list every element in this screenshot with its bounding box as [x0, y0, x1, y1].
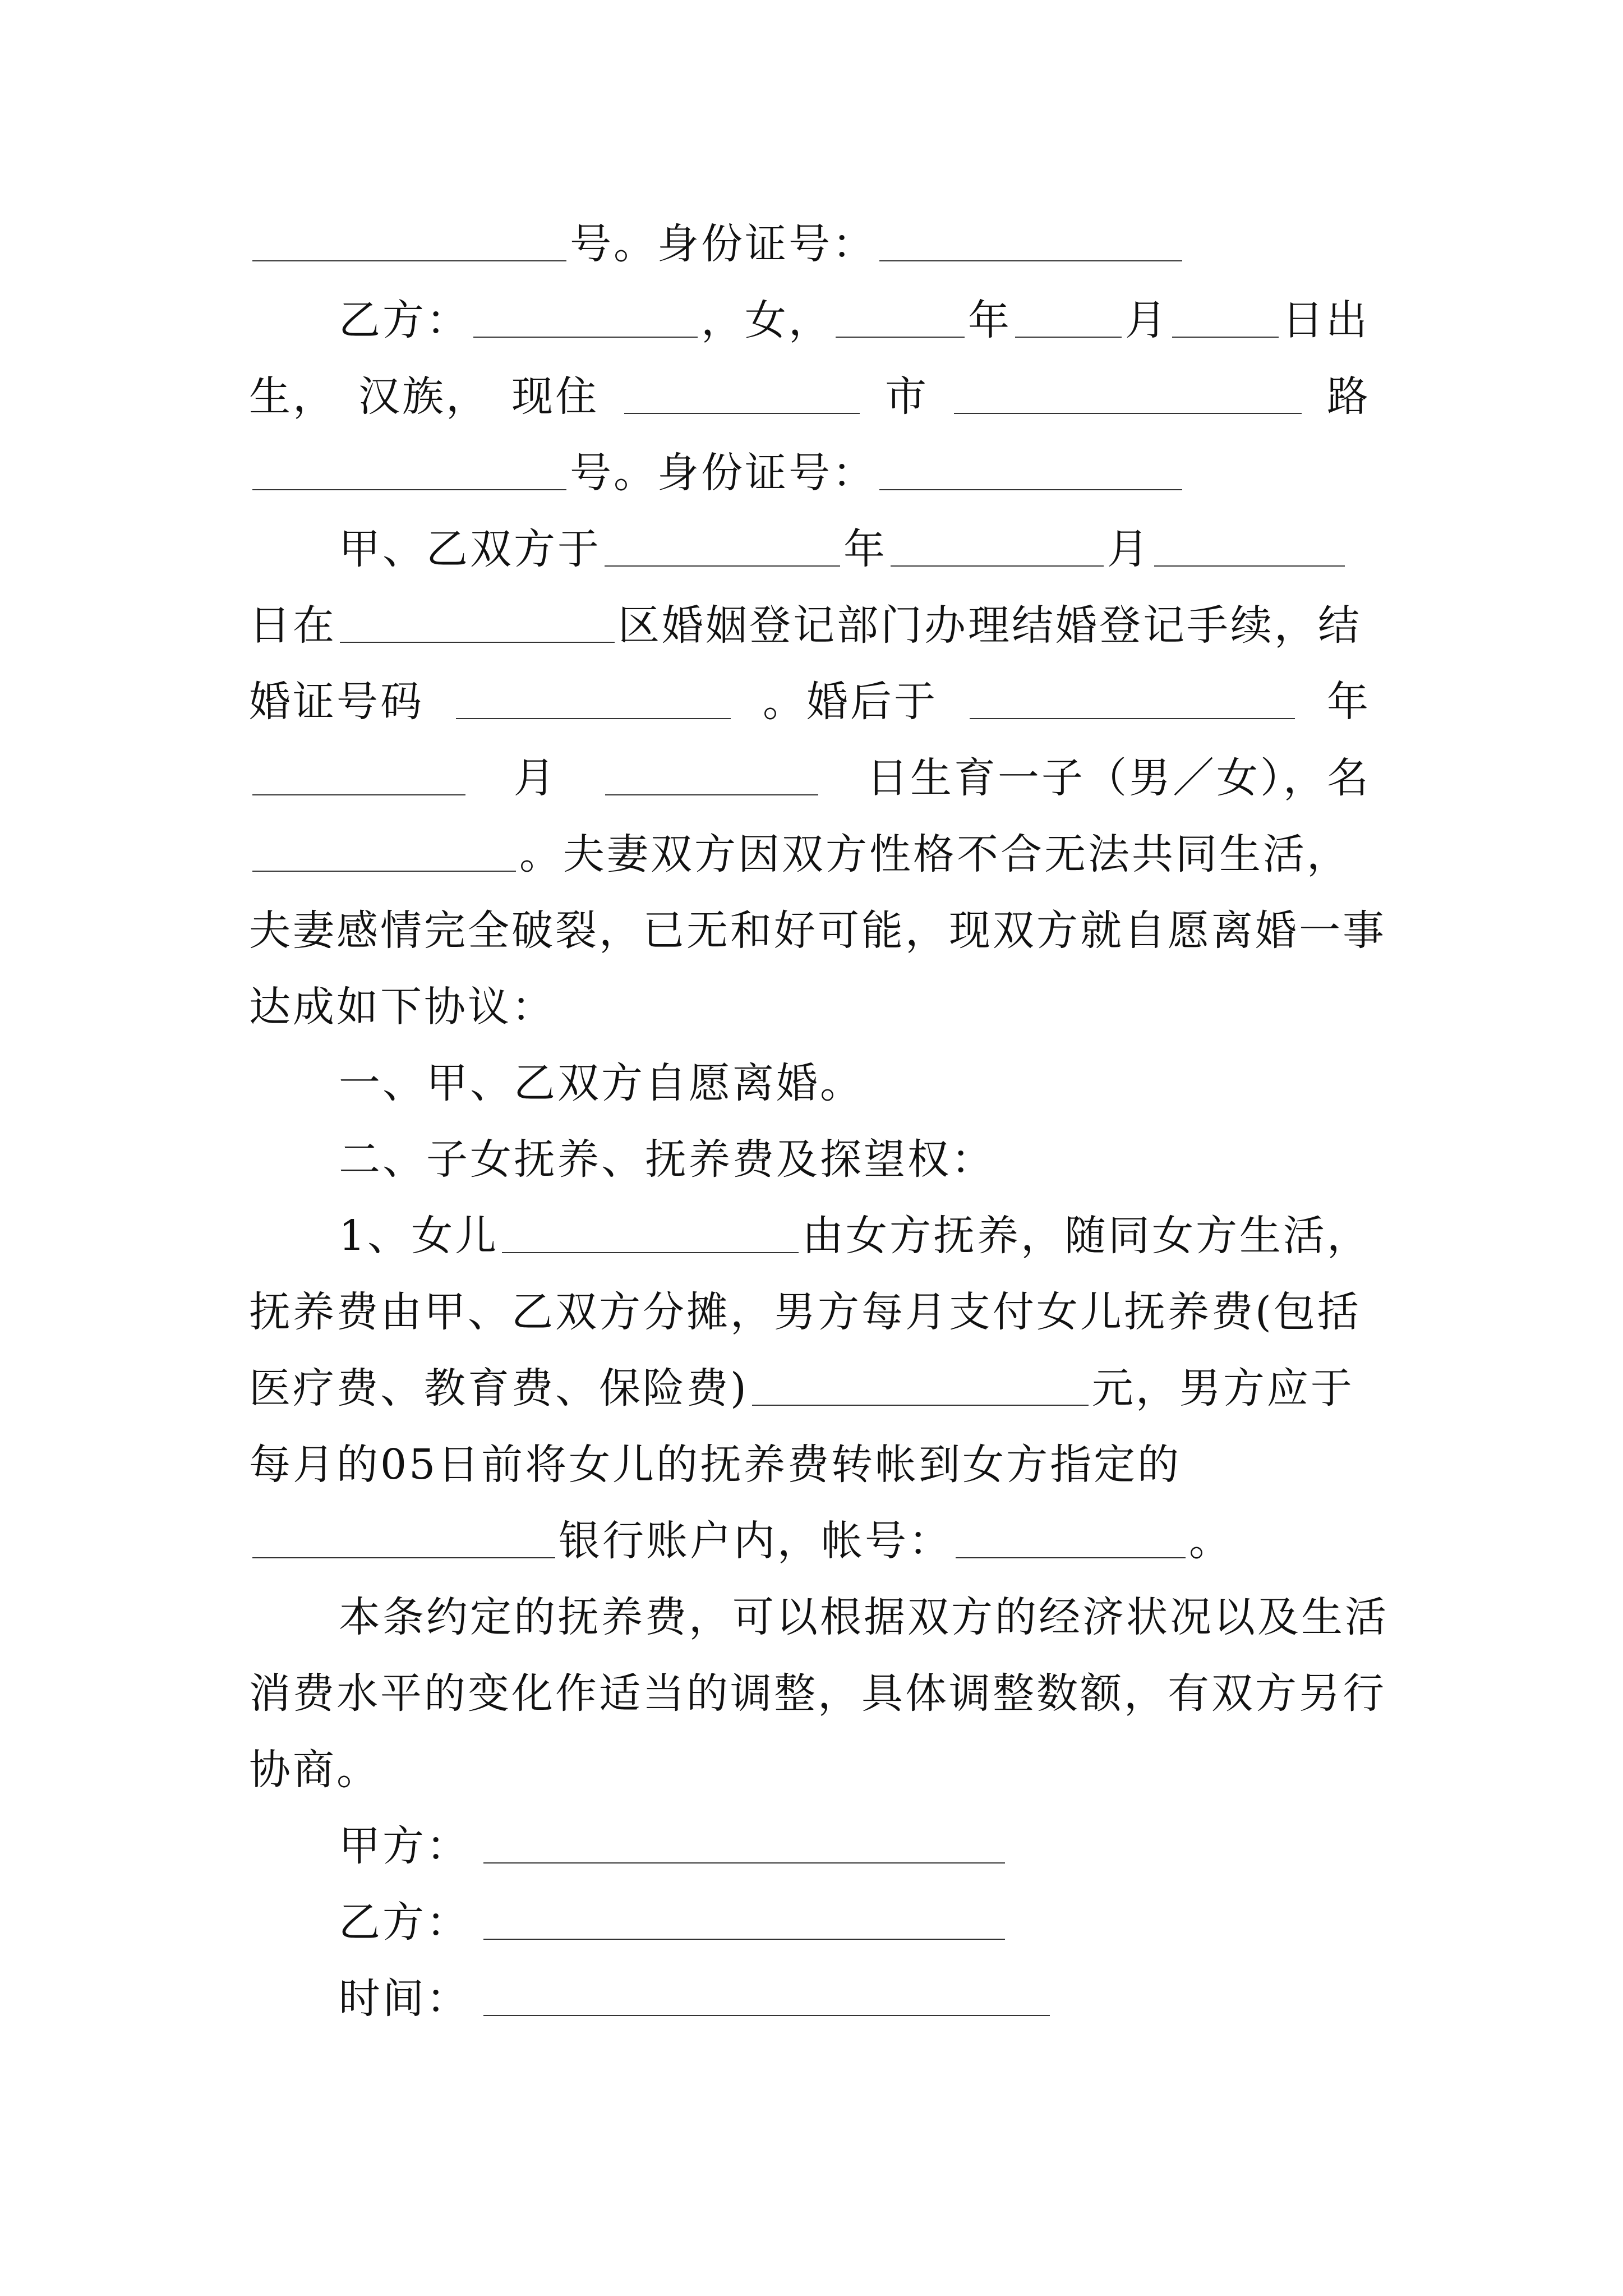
party-b-signature-line[interactable] — [483, 1936, 1005, 1940]
text-line — [339, 1106, 1371, 1185]
fill-blank[interactable] — [879, 487, 1182, 490]
fill-blank[interactable] — [252, 868, 516, 872]
text-segment: 号。身份证号： — [570, 449, 876, 497]
text-segment: 市 — [885, 372, 929, 421]
text-segment: 路 — [1327, 372, 1371, 421]
party-a-signature — [339, 1793, 1371, 1871]
fill-blank[interactable] — [252, 1555, 555, 1558]
fill-blank[interactable] — [970, 716, 1295, 719]
text-segment: 月 — [1107, 525, 1151, 573]
text-segment: 每月的05日前将女儿的抚养费转帐到女方指定的 — [249, 1441, 1182, 1489]
text-segment: 日在 — [249, 601, 336, 650]
fill-blank[interactable] — [891, 563, 1104, 567]
fill-blank[interactable] — [956, 1555, 1186, 1558]
fill-blank[interactable] — [879, 258, 1182, 261]
fill-blank[interactable] — [456, 716, 731, 719]
text-segment: 月 — [1125, 296, 1169, 344]
text-segment: 年 — [1327, 678, 1371, 726]
text-segment: 乙方： — [339, 296, 470, 344]
text-segment: 日生育一子（男／女），名 — [866, 754, 1371, 802]
party-b-label: 乙方： — [339, 1898, 470, 1947]
text-line — [249, 420, 1371, 498]
text-segment: 婚证号码 — [249, 678, 424, 726]
text-segment: 由女方抚养，随同女方生活， — [802, 1212, 1371, 1260]
fill-blank[interactable] — [605, 563, 840, 567]
text-line — [339, 1564, 1389, 1642]
text-segment: 。 — [1189, 1517, 1233, 1565]
text-segment: 区婚姻登记部门办理结婚登记手续，结 — [618, 601, 1362, 650]
fill-blank[interactable] — [624, 411, 860, 414]
text-line — [339, 1030, 1371, 1108]
text-line — [249, 343, 1371, 422]
party-a-label: 甲方： — [339, 1822, 470, 1870]
text-line — [339, 1182, 1371, 1261]
text-segment: 1、女儿 — [339, 1212, 499, 1260]
fill-blank[interactable] — [473, 334, 698, 338]
text-segment: 。夫妻双方因双方性格不合无法共同生活， — [519, 830, 1350, 878]
text-segment: 银行账户内，帐号： — [559, 1517, 952, 1565]
text-line — [249, 801, 1371, 880]
text-line — [249, 1488, 1371, 1566]
fill-blank[interactable] — [502, 1250, 799, 1253]
text-line — [249, 572, 1371, 651]
text-line — [249, 648, 1371, 727]
text-segment: 医疗费、教育费、保险费) — [249, 1364, 749, 1412]
text-segment: 汉族， — [358, 372, 490, 421]
date-label: 时间： — [339, 1975, 470, 2023]
party-a-signature-line[interactable] — [483, 1860, 1005, 1864]
text-segment: 一、甲、乙双方自愿离婚。 — [339, 1059, 864, 1107]
text-line — [249, 1411, 1371, 1490]
text-segment: 年 — [843, 525, 887, 573]
text-segment: 达成如下协议： — [249, 983, 555, 1031]
text-segment: 甲、乙双方于 — [339, 525, 601, 573]
text-line — [339, 267, 1371, 346]
text-segment: 协商。 — [249, 1746, 380, 1794]
text-line — [249, 1717, 1371, 1795]
text-segment: ，女， — [701, 296, 832, 344]
text-line — [249, 191, 1371, 269]
text-segment: 月 — [513, 754, 557, 802]
text-line — [249, 954, 1371, 1032]
fill-blank[interactable] — [836, 334, 965, 338]
party-b-signature — [339, 1869, 1371, 1948]
fill-blank[interactable] — [752, 1402, 1089, 1406]
date-signature-line[interactable] — [483, 2013, 1050, 2016]
text-line — [249, 1640, 1386, 1719]
text-segment: 夫妻感情完全破裂，已无和好可能，现双方就自愿离婚一事 — [249, 907, 1386, 955]
text-segment: 现住 — [511, 372, 599, 421]
text-segment: 二、子女抚养、抚养费及探望权： — [339, 1135, 995, 1184]
fill-blank[interactable] — [1172, 334, 1279, 338]
date-signature — [339, 1945, 1371, 2024]
text-segment: 号。身份证号： — [570, 220, 876, 268]
fill-blank[interactable] — [1154, 563, 1345, 567]
text-segment: 年 — [968, 296, 1012, 344]
text-segment: 生， — [249, 372, 336, 421]
text-line — [339, 496, 1371, 574]
text-segment: 。婚后于 — [763, 678, 938, 726]
text-segment: 日出 — [1282, 296, 1370, 344]
text-segment: 消费水平的变化作适当的调整，具体调整数额，有双方另行 — [249, 1669, 1386, 1718]
fill-blank[interactable] — [605, 792, 818, 795]
fill-blank[interactable] — [954, 411, 1302, 414]
fill-blank[interactable] — [1015, 334, 1122, 338]
text-segment: 元，男方应于 — [1091, 1364, 1354, 1412]
text-segment: 抚养费由甲、乙双方分摊，男方每月支付女儿抚养费(包括 — [249, 1288, 1361, 1336]
text-line — [249, 725, 1371, 803]
fill-blank[interactable] — [340, 639, 615, 643]
fill-blank[interactable] — [252, 258, 566, 261]
fill-blank[interactable] — [252, 487, 566, 490]
text-line — [249, 1335, 1371, 1414]
fill-blank[interactable] — [252, 792, 465, 795]
text-line — [249, 1259, 1371, 1337]
text-segment: 本条约定的抚养费，可以根据双方的经济状况以及生活 — [339, 1593, 1389, 1641]
text-line — [249, 877, 1386, 956]
